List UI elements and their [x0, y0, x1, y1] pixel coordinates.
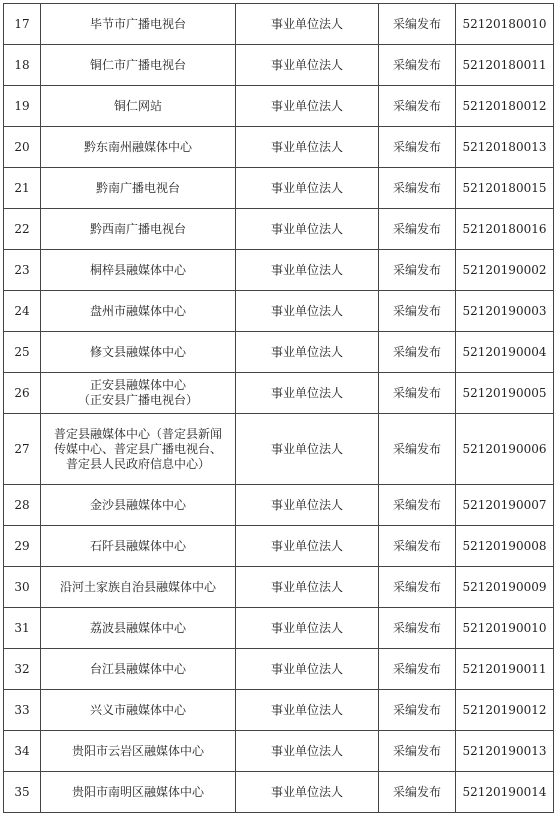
registry-table	[3, 3, 554, 813]
row-number: 31	[4, 608, 41, 649]
row-number: 22	[4, 209, 41, 250]
service-scope: 采编发布	[379, 332, 456, 373]
license-code: 52120190011	[456, 649, 554, 690]
row-number: 24	[4, 291, 41, 332]
license-code: 52120190004	[456, 332, 554, 373]
unit-name: 黔西南广播电视台	[41, 209, 236, 250]
table-row	[4, 168, 554, 209]
license-code: 52120190007	[456, 485, 554, 526]
unit-name: 毕节市广播电视台	[41, 4, 236, 45]
unit-name: 盘州市融媒体中心	[41, 291, 236, 332]
row-number: 23	[4, 250, 41, 291]
row-number: 17	[4, 4, 41, 45]
table-row	[4, 485, 554, 526]
row-number: 20	[4, 127, 41, 168]
unit-name: 台江县融媒体中心	[41, 649, 236, 690]
unit-type: 事业单位法人	[236, 485, 379, 526]
unit-type: 事业单位法人	[236, 291, 379, 332]
license-code: 52120190010	[456, 608, 554, 649]
row-number: 25	[4, 332, 41, 373]
service-scope: 采编发布	[379, 690, 456, 731]
table-row	[4, 127, 554, 168]
unit-name: 兴义市融媒体中心	[41, 690, 236, 731]
service-scope: 采编发布	[379, 127, 456, 168]
table-row	[4, 567, 554, 608]
license-code: 52120190012	[456, 690, 554, 731]
unit-name-line: 正安县融媒体中心	[89, 378, 186, 392]
service-scope: 采编发布	[379, 291, 456, 332]
unit-name: 贵阳市云岩区融媒体中心	[41, 731, 236, 772]
unit-name: 铜仁网站	[41, 86, 236, 127]
service-scope: 采编发布	[379, 373, 456, 414]
license-code: 52120180011	[456, 45, 554, 86]
unit-name: 铜仁市广播电视台	[41, 45, 236, 86]
table-row	[4, 772, 554, 813]
unit-type: 事业单位法人	[236, 332, 379, 373]
unit-name-line: （正安县广播电视台）	[77, 393, 198, 407]
unit-name: 修文县融媒体中心	[41, 332, 236, 373]
service-scope: 采编发布	[379, 414, 456, 485]
unit-type: 事业单位法人	[236, 649, 379, 690]
unit-name: 石阡县融媒体中心	[41, 526, 236, 567]
unit-type: 事业单位法人	[236, 690, 379, 731]
row-number: 34	[4, 731, 41, 772]
unit-name: 黔南广播电视台	[41, 168, 236, 209]
license-code: 52120190014	[456, 772, 554, 813]
table-row	[4, 526, 554, 567]
row-number: 19	[4, 86, 41, 127]
license-code: 52120180010	[456, 4, 554, 45]
unit-type: 事业单位法人	[236, 731, 379, 772]
table-row	[4, 690, 554, 731]
service-scope: 采编发布	[379, 608, 456, 649]
service-scope: 采编发布	[379, 772, 456, 813]
license-code: 52120190013	[456, 731, 554, 772]
row-number: 30	[4, 567, 41, 608]
unit-type: 事业单位法人	[236, 45, 379, 86]
table-row	[4, 332, 554, 373]
unit-type: 事业单位法人	[236, 250, 379, 291]
table-row	[4, 731, 554, 772]
license-code: 52120190002	[456, 250, 554, 291]
unit-type: 事业单位法人	[236, 526, 379, 567]
unit-name: 沿河土家族自治县融媒体中心	[41, 567, 236, 608]
table-row	[4, 608, 554, 649]
row-number: 29	[4, 526, 41, 567]
service-scope: 采编发布	[379, 485, 456, 526]
unit-name-line: 传媒中心、普定县广播电视台、	[53, 441, 222, 456]
table-row	[4, 86, 554, 127]
row-number: 33	[4, 690, 41, 731]
row-number: 28	[4, 485, 41, 526]
unit-type: 事业单位法人	[236, 209, 379, 250]
row-number: 21	[4, 168, 41, 209]
unit-name: 贵阳市南明区融媒体中心	[41, 772, 236, 813]
unit-name: 金沙县融媒体中心	[41, 485, 236, 526]
unit-type: 事业单位法人	[236, 414, 379, 485]
unit-type: 事业单位法人	[236, 373, 379, 414]
service-scope: 采编发布	[379, 250, 456, 291]
service-scope: 采编发布	[379, 168, 456, 209]
table-row	[4, 414, 554, 485]
unit-type: 事业单位法人	[236, 4, 379, 45]
unit-name-line: 普定县融媒体中心（普定县新闻	[53, 426, 222, 441]
service-scope: 采编发布	[379, 567, 456, 608]
license-code: 52120180015	[456, 168, 554, 209]
unit-type: 事业单位法人	[236, 168, 379, 209]
unit-name	[41, 373, 236, 414]
service-scope: 采编发布	[379, 4, 456, 45]
license-code: 52120190009	[456, 567, 554, 608]
license-code: 52120190005	[456, 373, 554, 414]
service-scope: 采编发布	[379, 209, 456, 250]
table-row	[4, 373, 554, 414]
table-row	[4, 45, 554, 86]
license-code: 52120190006	[456, 414, 554, 485]
unit-name-line: 普定县人民政府信息中心）	[65, 456, 210, 471]
table-row	[4, 649, 554, 690]
row-number: 35	[4, 772, 41, 813]
service-scope: 采编发布	[379, 45, 456, 86]
service-scope: 采编发布	[379, 86, 456, 127]
license-code: 52120180013	[456, 127, 554, 168]
unit-name	[41, 414, 236, 485]
license-code: 52120180016	[456, 209, 554, 250]
service-scope: 采编发布	[379, 649, 456, 690]
unit-type: 事业单位法人	[236, 86, 379, 127]
unit-type: 事业单位法人	[236, 127, 379, 168]
table-row	[4, 209, 554, 250]
table-row	[4, 250, 554, 291]
unit-name: 荔波县融媒体中心	[41, 608, 236, 649]
license-code: 52120190008	[456, 526, 554, 567]
unit-type: 事业单位法人	[236, 772, 379, 813]
row-number: 18	[4, 45, 41, 86]
service-scope: 采编发布	[379, 526, 456, 567]
row-number: 27	[4, 414, 41, 485]
row-number: 26	[4, 373, 41, 414]
unit-name: 黔东南州融媒体中心	[41, 127, 236, 168]
license-code: 52120190003	[456, 291, 554, 332]
table-row	[4, 291, 554, 332]
unit-type: 事业单位法人	[236, 608, 379, 649]
unit-type: 事业单位法人	[236, 567, 379, 608]
row-number: 32	[4, 649, 41, 690]
service-scope: 采编发布	[379, 731, 456, 772]
table-row	[4, 4, 554, 45]
license-code: 52120180012	[456, 86, 554, 127]
unit-name: 桐梓县融媒体中心	[41, 250, 236, 291]
